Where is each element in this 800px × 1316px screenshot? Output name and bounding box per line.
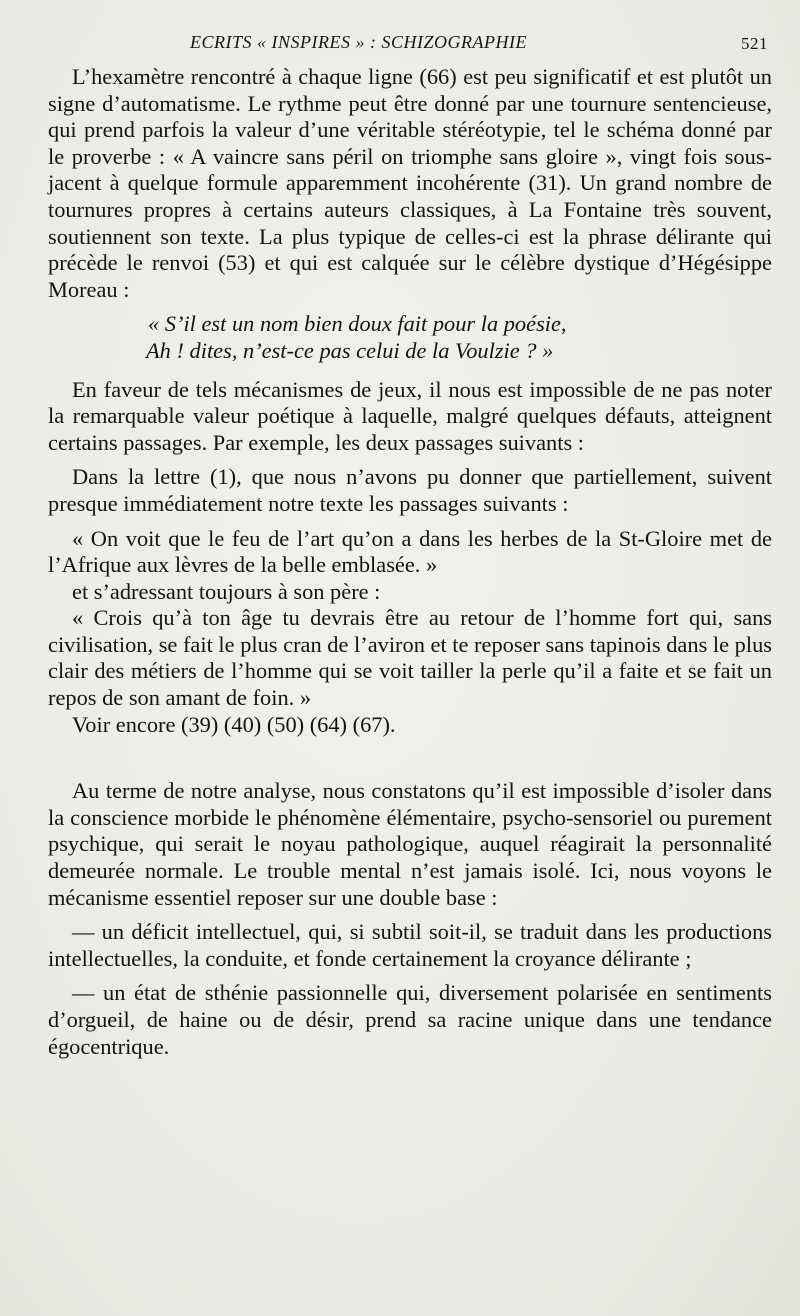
paragraph-sthenie-passionnelle: — un état de sthénie passionnelle qui, diversement polarisée en sentiments d’orgueil, de haine ou de désir, prend sa racine unique dans une tendance égocentrique.	[48, 980, 772, 1059]
quotation-feu-de-l-art: « On voit que le feu de l’art qu’on a dans les herbes de la St-Gloire met de l’Afrique aux lèvres de la belle emblasée. »	[48, 525, 772, 578]
quotation-crois-qu-a-ton-age: « Crois qu’à ton âge tu devrais être au retour de l’homme fort qui, sans civilisation, se fait le plus cran de l’aviron et te reposer sans tapinois dans le plus clair des métiers de l’homme qui se voit tailler la perle qu’il a faite et se fait un repos de son amant de foin. »	[48, 605, 772, 711]
page-number: 521	[741, 34, 768, 53]
paragraph-hexametre: L’hexamètre rencontré à chaque ligne (66) est peu significatif et est plutôt un signe d’automatisme. Le rythme peut être donné par une tournure sentencieuse, qui prend parfois la valeur d’une véritable stéréotypie, tel le schéma donné par le proverbe : « A vaincre sans péril on triomphe sans gloire », vingt fois sous-jacent à quelque formule apparemment incohérente (31). Un grand nombre de tournures propres à certains auteurs classiques, à La Fontaine très souvent, soutiennent son texte. La plus typique de celles-ci est la phrase délirante qui précède le renvoi (53) et qui est calquée sur le célèbre dystique d’Hégésippe Moreau :	[48, 64, 772, 302]
paragraph-valeur-poetique: En faveur de tels mécanismes de jeux, il nous est impossible de ne pas noter la remarquable valeur poétique à laquelle, malgré quelques défauts, atteignent certains passages. Par exemple, les deux passages suivants :	[48, 376, 772, 455]
paragraph-lettre: Dans la lettre (1), que nous n’avons pu donner que partiellement, suivent presque immédiatement notre texte les passages suivants :	[48, 464, 772, 516]
paragraph-terme-analyse: Au terme de notre analyse, nous constatons qu’il est impossible d’isoler dans la conscience morbide le phénomène élémentaire, psycho-sensoriel ou purement psychique, qui serait le noyau pathologique, auquel réagirait la personnalité demeurée normale. Le trouble mental n’est jamais isolé. Ici, nous voyons le mécanisme essentiel reposer sur une double base :	[48, 778, 772, 910]
running-title: ECRITS « INSPIRES » : SCHIZOGRAPHIE	[190, 32, 527, 52]
running-head	[48, 30, 772, 64]
verse-line-2: Ah ! dites, n’est-ce pas celui de la Voulzie ? »	[146, 337, 554, 363]
paragraph-deficit-intellectuel: — un déficit intellectuel, qui, si subtil soit-il, se traduit dans les productions intellectuelles, la conduite, et fonde certainement la croyance délirante ;	[48, 919, 772, 971]
body-text	[48, 64, 772, 1060]
paragraph-voir-encore: Voir encore (39) (40) (50) (64) (67).	[72, 711, 396, 737]
paragraph-s-adressant: et s’adressant toujours à son père :	[72, 578, 381, 604]
verse-line-1: « S’il est un nom bien doux fait pour la poésie,	[148, 311, 567, 337]
